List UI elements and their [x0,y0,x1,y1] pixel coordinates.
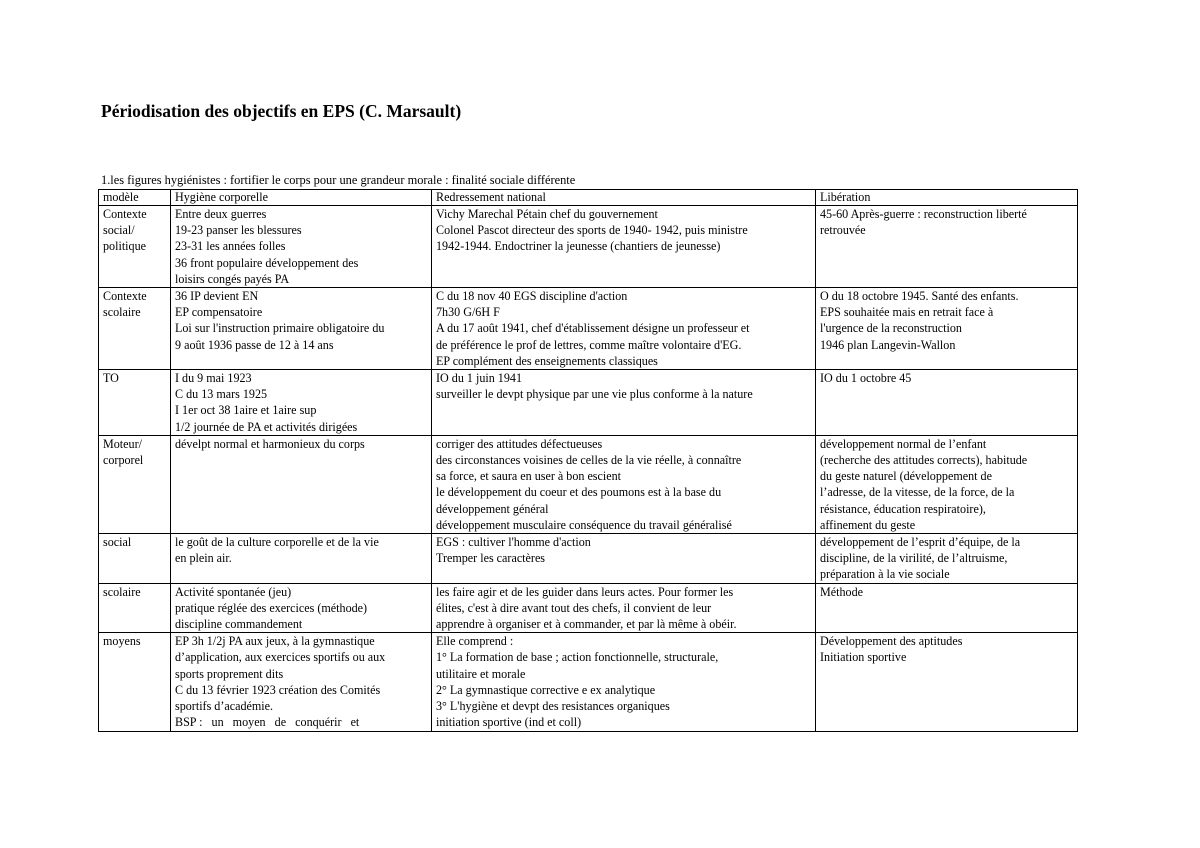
cell-line: Elle comprend : [436,634,514,649]
cell-redressement [432,370,816,436]
cell-hygiene [171,370,432,436]
cell-line: (recherche des attitudes corrects), habitude [820,453,1028,468]
cell-liberation [816,288,1078,370]
cell-line: 45-60 Après-guerre : reconstruction liberté [820,207,1027,221]
row-label [99,435,171,533]
cell-redressement [432,534,816,584]
cell-line: social/ [103,223,135,238]
cell-line: scolaire [103,305,141,320]
cell-liberation [816,206,1078,288]
cell-line: Vichy Marechal Pétain chef du gouvernement [436,207,658,221]
cell-line: EP compensatoire [175,305,263,320]
cell-line: EPS souhaitée mais en retrait face à [820,305,994,320]
cell-line: élites, c'est à dire avant tout des chefs, il convient de leur [436,600,712,615]
cell-line: apprendre à organiser et à commander, et par là même à obéir. [436,617,737,632]
cell-line: I du 9 mai 1923 [175,371,252,386]
cell-liberation [816,435,1078,533]
cell-line: développement musculaire conséquence du travail généralisé [436,517,732,532]
cell-line: BSP : un moyen de conquérir et [175,715,360,730]
cell-line: TO [103,371,119,386]
cell-line: Loi sur l'instruction primaire obligatoire du [175,321,385,336]
cell-line: l'urgence de la reconstruction [820,321,962,336]
cell-line: politique [103,239,146,254]
cell-line: Tremper les caractères [436,551,546,566]
cell-liberation [816,633,1078,731]
cell-line: le goût de la culture corporelle et de la vie [175,535,379,550]
cell-line: du geste naturel (développement de [820,469,992,484]
cell-line: 1/2 journée de PA et activités dirigées [175,419,358,434]
cell-line: développement de l’esprit d’équipe, de la [820,535,1021,550]
cell-line: 1942-1944. Endoctriner la jeunesse (chantiers de jeunesse) [436,239,721,254]
cell-line: développement normal de l’enfant [820,436,987,451]
cell-line: 9 août 1936 passe de 12 à 14 ans [175,337,334,352]
cell-hygiene [171,534,432,584]
cell-line: discipline commandement [175,617,303,632]
cell-redressement [432,288,816,370]
cell-line: sports proprement dits [175,666,284,681]
cell-line: EP 3h 1/2j PA aux jeux, à la gymnastique [175,634,375,649]
cell-liberation [816,534,1078,584]
cell-line: C du 13 février 1923 création des Comités [175,682,381,697]
cell-line: discipline, de la virilité, de l’altruisme, [820,551,1008,566]
cell-hygiene [171,583,432,633]
cell-line: EGS : cultiver l'homme d'action [436,535,591,550]
header-modele: modèle [99,190,171,206]
cell-line: Développement des aptitudes [820,634,963,649]
row-label [99,633,171,731]
cell-line: développement général [436,501,549,516]
table-row [99,206,1078,288]
cell-line: A du 17 août 1941, chef d'établissement désigne un professeur et [436,321,750,336]
cell-line: résistance, éducation respiratoire), [820,501,986,516]
cell-line: 7h30 G/6H F [436,305,500,320]
cell-line: retrouvée [820,223,866,238]
cell-line: préparation à la vie sociale [820,567,950,582]
row-label [99,583,171,633]
cell-line: 36 IP devient EN [175,289,259,304]
cell-line: de préférence le prof de lettres, comme maître volontaire d'EG. [436,337,742,352]
cell-line: dévelpt normal et harmonieux du corps [175,436,365,451]
cell-line: 1° La formation de base ; action fonctionnelle, structurale, [436,650,719,665]
cell-line: moyens [103,634,141,649]
cell-line: les faire agir et de les guider dans leurs actes. Pour former les [436,584,734,599]
cell-line: des circonstances voisines de celles de la vie réelle, à connaître [436,453,742,468]
cell-line: sportifs d’académie. [175,699,274,714]
cell-line: I 1er oct 38 1aire et 1aire sup [175,403,317,418]
cell-line: Contexte [103,289,147,304]
cell-hygiene [171,435,432,533]
cell-line: affinement du geste [820,517,916,532]
header-redressement: Redressement national [432,190,816,206]
cell-hygiene [171,633,432,731]
cell-line: EP complément des enseignements classiques [436,353,658,368]
cell-line: initiation sportive (ind et coll) [436,715,582,730]
cell-liberation [816,583,1078,633]
cell-line: social [103,535,132,550]
cell-hygiene [171,288,432,370]
cell-line: d’application, aux exercices sportifs ou aux [175,650,386,665]
cell-line: Initiation sportive [820,650,907,665]
cell-redressement [432,435,816,533]
cell-line: 19-23 panser les blessures [175,223,302,238]
row-label [99,534,171,584]
cell-line: corriger des attitudes défectueuses [436,436,603,451]
cell-line: utilitaire et morale [436,666,526,681]
cell-line: Colonel Pascot directeur des sports de 1940- 1942, puis ministre [436,223,748,238]
row-label [99,288,171,370]
cell-hygiene [171,206,432,288]
table-row [99,288,1078,370]
cell-line: IO du 1 octobre 45 [820,371,912,386]
cell-line: pratique réglée des exercices (méthode) [175,600,368,615]
cell-line: Activité spontanée (jeu) [175,584,292,599]
table-row [99,633,1078,731]
header-hygiene: Hygiène corporelle [171,190,432,206]
table-caption: 1.les figures hygiénistes : fortifier le corps pour une grandeur morale : finalité sociale différente [101,173,576,187]
table-row [99,435,1078,533]
cell-line: Entre deux guerres [175,207,267,221]
cell-line: 36 front populaire développement des [175,255,359,270]
cell-redressement [432,206,816,288]
cell-line: 1946 plan Langevin-Wallon [820,337,956,352]
cell-line: l’adresse, de la vitesse, de la force, de la [820,485,1015,500]
cell-line: C du 18 nov 40 EGS discipline d'action [436,289,628,304]
cell-line: 23-31 les années folles [175,239,286,254]
cell-line: le développement du coeur et des poumons est à la base du [436,485,722,500]
table-row [99,583,1078,633]
cell-line: 2° La gymnastique corrective e ex analytique [436,682,656,697]
page-title: Périodisation des objectifs en EPS (C. Marsault) [101,101,462,121]
cell-line: Contexte [103,207,147,221]
cell-line: Méthode [820,584,863,599]
cell-line: O du 18 octobre 1945. Santé des enfants. [820,289,1019,304]
cell-line: loisirs congés payés PA [175,271,290,286]
table-row [99,534,1078,584]
periodisation-table [98,189,1078,732]
row-label [99,206,171,288]
cell-line: corporel [103,453,144,468]
cell-line: C du 13 mars 1925 [175,387,268,402]
cell-line: scolaire [103,584,141,599]
cell-line: surveiller le devpt physique par une vie plus conforme à la nature [436,387,753,402]
cell-line: Moteur/ [103,436,142,451]
header-row [99,190,1078,206]
cell-line: 3° L'hygiène et devpt des resistances organiques [436,699,670,714]
cell-liberation [816,370,1078,436]
header-liberation: Libération [816,190,1078,206]
cell-line: IO du 1 juin 1941 [436,371,522,386]
cell-redressement [432,583,816,633]
cell-redressement [432,633,816,731]
cell-line: en plein air. [175,551,232,566]
table-row [99,370,1078,436]
row-label [99,370,171,436]
cell-line: sa force, et saura en user à bon escient [436,469,622,484]
